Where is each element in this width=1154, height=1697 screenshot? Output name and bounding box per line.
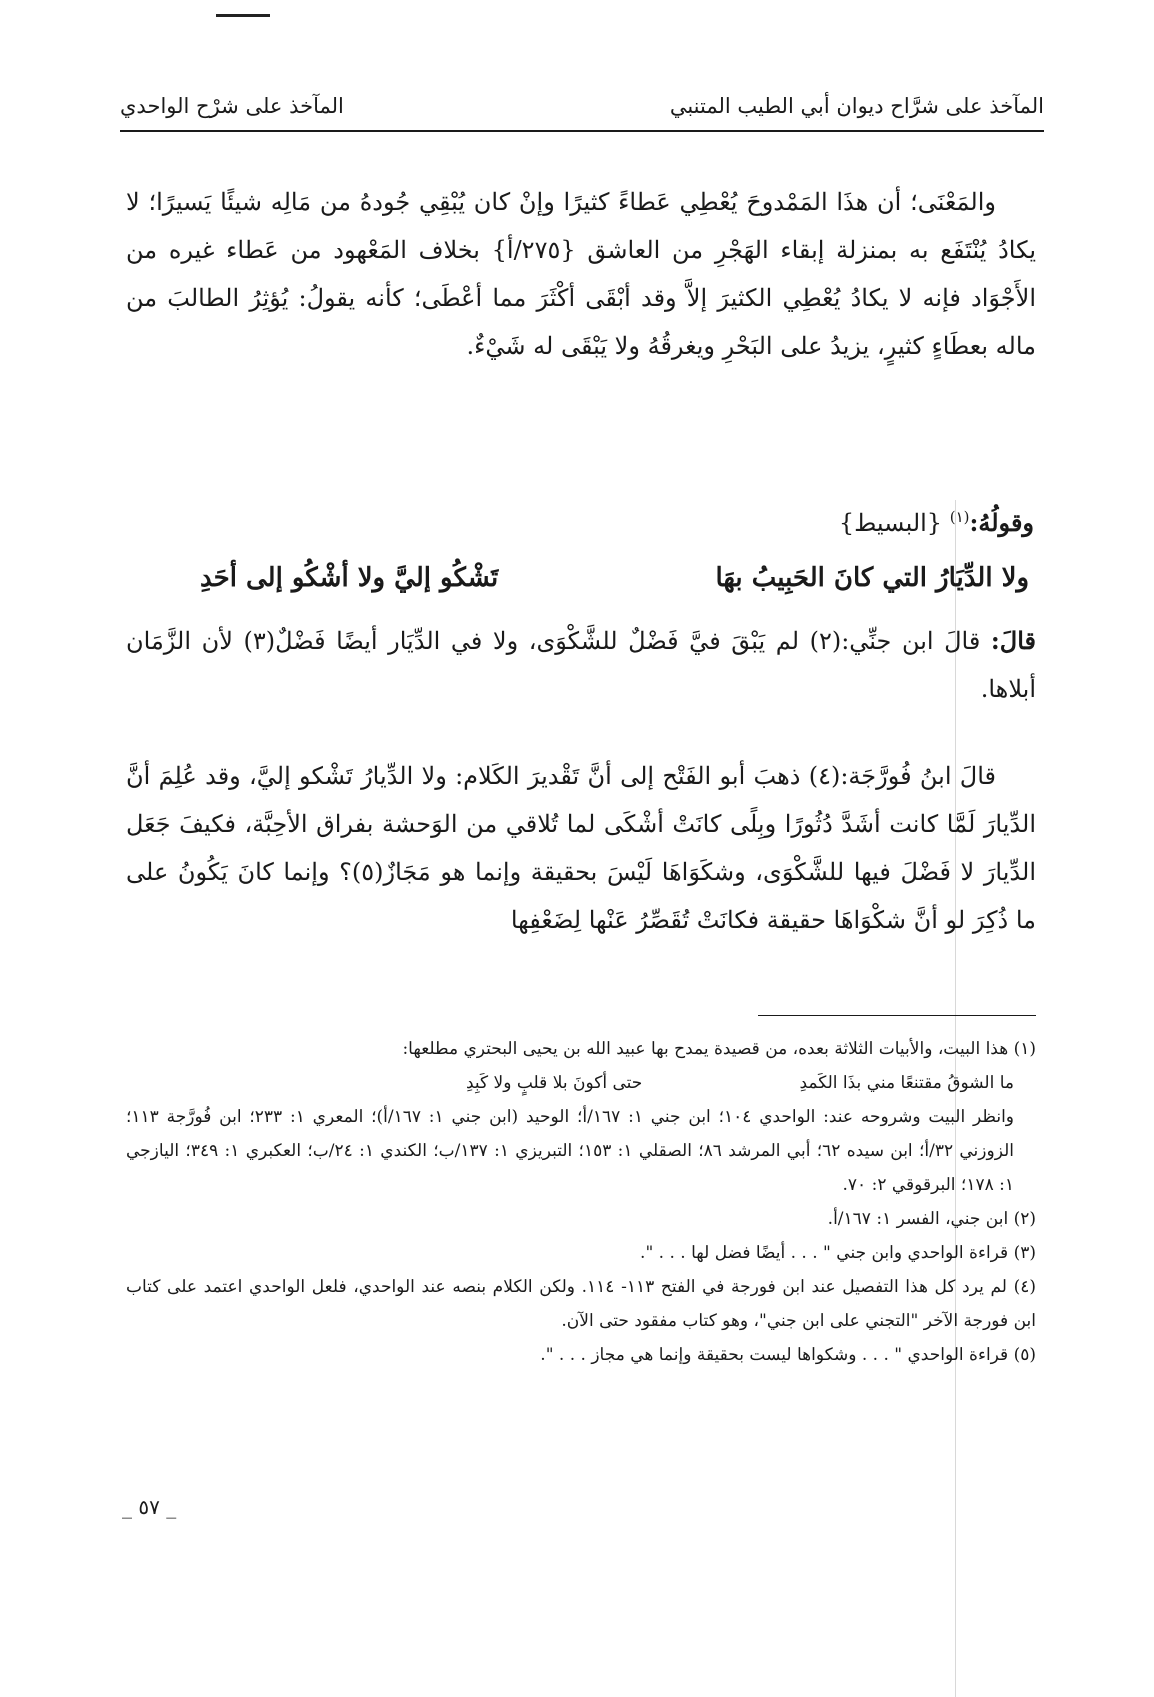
paragraph-ibn-furraja: قالَ ابنُ فُورَّجَة:(٤) ذهبَ أبو الفَتْح إلى أنَّ تَقْديرَ الكَلام: ولا الدِّيارُ تَشْكو إليَّ، وقد عُلِمَ أنَّ الدِّيارَ لَمَّا كانت أشَدَّ دُثُورًا وبِلًى كانَتْ أشْكَى لما تُلاقي من الوَحشة بفراق الأحِبَّة، فكيفَ جَعَل الدِّيارَ لا فَضْلَ فيها للشَّكْوَى، وشكَوَاهَا لَيْسَ بحقيقة وإنما هو مَجَازٌ(٥)؟ وإنما كانَ يَكُونُ على ما ذُكِرَ لو أنَّ شكْوَاهَا حقيقة فكانَتْ تُقَصِّرُ عَنْها لِضَعْفِها bbox=[126, 762, 1036, 934]
footnotes bbox=[126, 1032, 1036, 1372]
paragraph-lead-qala: قالَ: bbox=[990, 626, 1037, 655]
paragraph-meaning: والمَعْنَى؛ أن هذَا المَمْدوحَ يُعْطِي عَطاءً كثيرًا وإنْ كان يُبْقِي جُودهُ من مَالِه شيئًا يَسيرًا؛ لا يكادُ يُنْتَفَع به بمنزلة إبقاء الهَجْرِ من العاشق {٢٧٥/أ} بخلاف المَعْهود من عَطاء غيره من الأَجْوَاد فإنه لا يكادُ يُعْطِي الكثيرَ إلاَّ وقد أبْقَى أكْثَرَ مما أعْطَى؛ كأنه يقولُ: يُؤثِرُ الطالبَ من ماله بعطَاءٍ كثيرٍ، يزيدُ على البَحْرِ ويغرقُهُ ولا يَبْقَى له شَيْءٌ. bbox=[126, 188, 1037, 360]
footnote-3: (٣) قراءة الواحدي وابن جني " . . . أيضًا فضل لها . . . ". bbox=[640, 1243, 1036, 1263]
footnote-2: (٢) ابن جني، الفسر ١: ١٦٧/أ. bbox=[827, 1209, 1036, 1229]
running-header bbox=[120, 92, 1044, 128]
top-decorative-mark bbox=[216, 14, 270, 17]
footnote-5: (٥) قراءة الواحدي " . . . وشكواها ليست بحقيقة وإنما هي مجاز . . . ". bbox=[540, 1345, 1036, 1365]
verse-intro-lead: وقولُهُ: bbox=[969, 508, 1034, 537]
footnote-1: (١) هذا البيت، والأبيات الثلاثة بعده، من قصيدة يمدح بها عبيد الله بن يحيى البحتري مطلعها: bbox=[402, 1039, 1036, 1059]
verse-hemistich-first: ولا الدِّيَارُ التي كانَ الحَبِيبُ بهَا bbox=[715, 563, 1029, 593]
paragraph-ibn-jinni-text: قالَ ابن جنِّي:(٢) لم يَبْقَ فيَّ فَضْلٌ للشَّكْوَى، ولا في الدِّيَار أيضًا فَضْلٌ(٣) لأن الزَّمَان أبلاها. bbox=[126, 627, 1036, 703]
verse-introduction bbox=[839, 508, 1034, 537]
chapter-title: المآخذ على شرْح الواحدي bbox=[120, 94, 344, 118]
footnote-4: (٤) لم يرد كل هذا التفصيل عند ابن فورجة في الفتح ١١٣- ١١٤. ولكن الكلام بنصه عند الواحدي، فلعل الواحدي اعتمد على كتاب ابن فورجة الآخر "التجني على ابن جني"، وهو كتاب مفقود حتى الآن. bbox=[126, 1277, 1036, 1331]
header-rule bbox=[120, 130, 1044, 132]
poem-verse bbox=[200, 563, 1029, 607]
verse-hemistich-second: تَشْكُو إليَّ ولا أشْكُو إلى أحَدِ bbox=[200, 563, 499, 593]
footnote-1-verse-first: ما الشوقُ مقتنعًا مني بذَا الكَمدِ bbox=[799, 1073, 1014, 1093]
footnote-1-verse bbox=[466, 1066, 1014, 1100]
book-title: المآخذ على شرَّاح ديوان أبي الطيب المتنبي bbox=[669, 94, 1044, 118]
page-number: _ ٥٧ _ bbox=[122, 1495, 177, 1519]
verse-meter: {البسيط} bbox=[838, 509, 943, 537]
footnote-separator bbox=[758, 1015, 1036, 1016]
footnote-1-references: وانظر البيت وشروحه عند: الواحدي ١٠٤؛ ابن جني ١: ١٦٧/أ؛ الوحيد (ابن جني ١: ١٦٧/أ)؛ المعري ١: ٢٣٣؛ ابن فُورَّجة ١١٣؛ الزوزني ٣٢/أ؛ ابن سيده ٦٢؛ أبي المرشد ٨٦؛ الصقلي ١: ١٥٣؛ التبريزي ١: ١٣٧/ب؛ الكندي ١: ٢٤/ب؛ العكبري ١: ٣٤٩؛ اليازجي ١: ١٧٨؛ البرقوقي ٢: ٧٠. bbox=[126, 1107, 1014, 1195]
footnote-ref-1: (١) bbox=[949, 508, 970, 526]
footnote-1-verse-second: حتى أكونَ بلا قلبٍ ولا كَبِدِ bbox=[466, 1073, 643, 1093]
paragraph-ibn-jinni bbox=[126, 617, 1036, 713]
